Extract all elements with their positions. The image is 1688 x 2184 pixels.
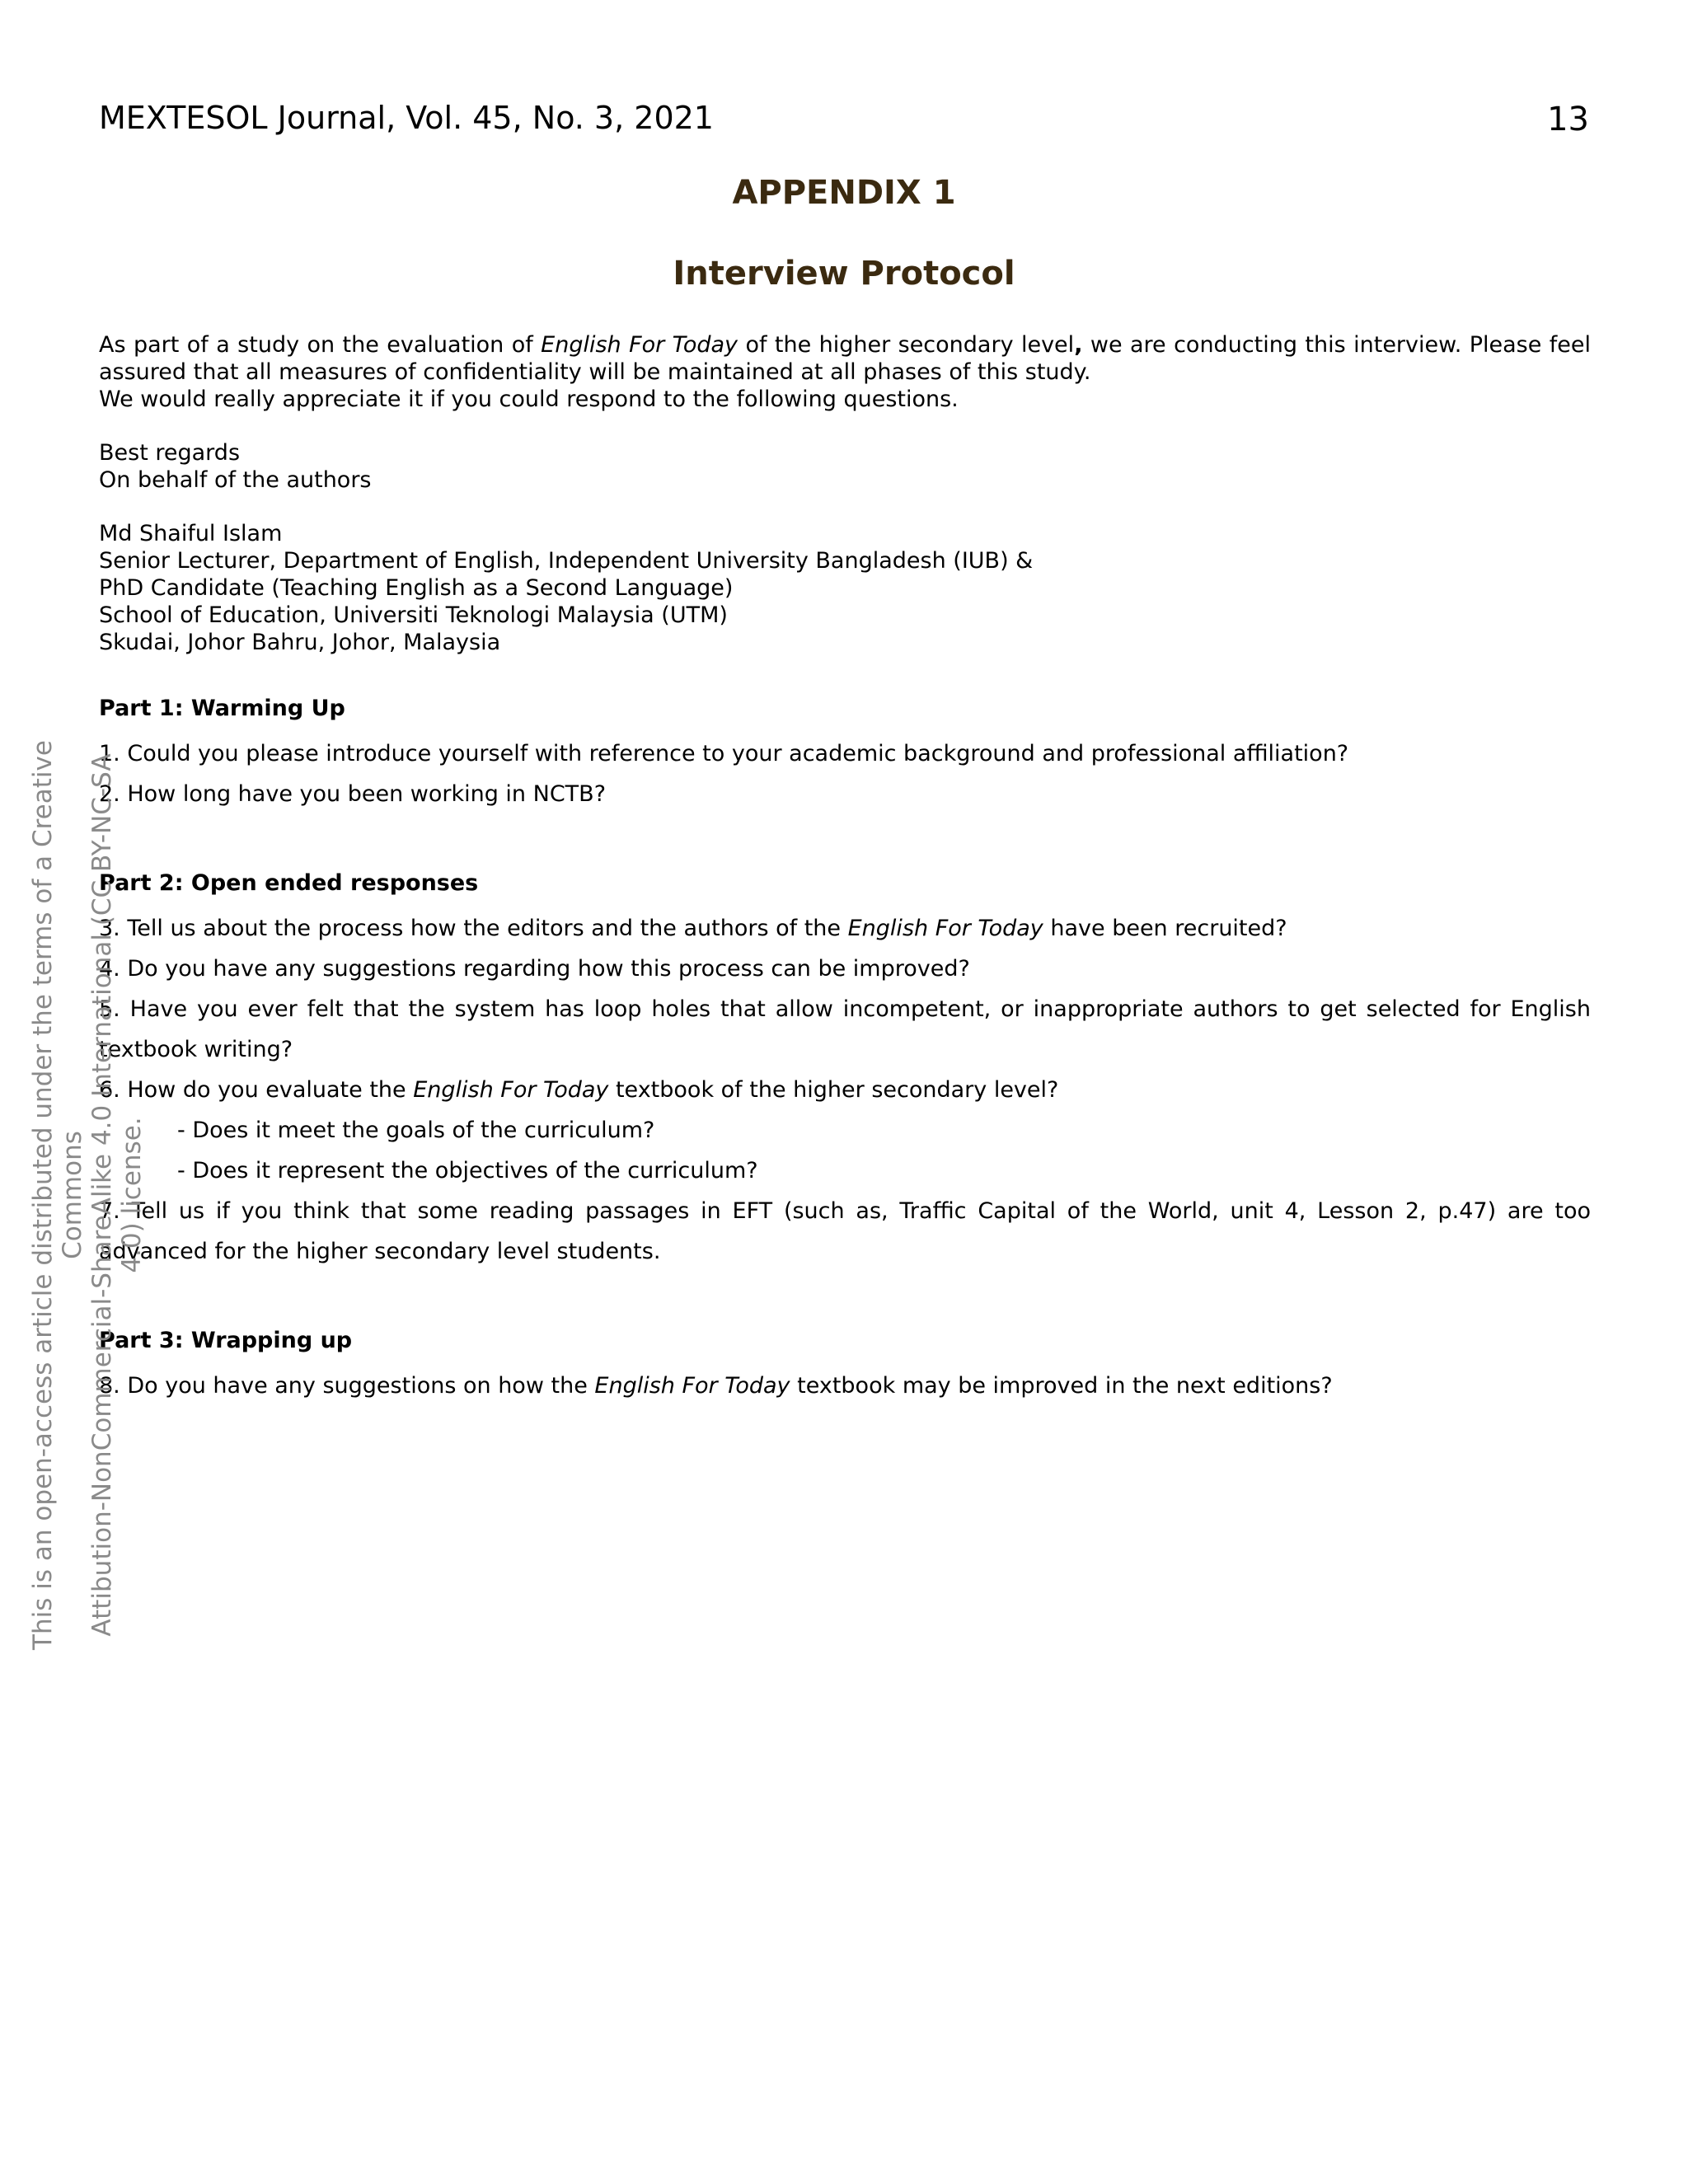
book-title: English For Today (541, 332, 738, 358)
author-affiliation-1: Senior Lecturer, Department of English, Independent University Bangladesh (IUB) & (99, 548, 1034, 574)
question-3 (99, 908, 1591, 949)
book-title: English For Today (413, 1077, 609, 1103)
question-text: 8. Do you have any suggestions on how the (99, 1373, 595, 1399)
spacer (99, 1272, 1591, 1326)
question-text: textbook of the higher secondary level? (608, 1077, 1059, 1103)
question-text: 6. How do you evaluate the (99, 1077, 414, 1103)
question-6-sub-1: - Does it meet the goals of the curriculum? (177, 1118, 655, 1143)
question-text: 3. Tell us about the process how the editors and the authors of the (99, 916, 848, 941)
intro-request: We would really appreciate it if you could respond to the following questions. (99, 387, 959, 412)
intro-text: of the higher secondary level (738, 332, 1075, 358)
license-sidebar (28, 733, 147, 1657)
question-6-sub-2: - Does it represent the objectives of the curriculum? (177, 1158, 758, 1183)
journal-header: MEXTESOL Journal, Vol. 45, No. 3, 2021 (99, 100, 714, 136)
closing-behalf: On behalf of the authors (99, 467, 372, 493)
question-5: 5. Have you ever felt that the system has loop holes that allow incompetent, or inappropriate authors to get selected for English textbook writing? (99, 996, 1591, 1062)
question-4: 4. Do you have any suggestions regarding how this process can be improved? (99, 956, 970, 982)
intro-comma: , (1074, 332, 1083, 358)
closing-regards: Best regards (99, 440, 241, 466)
author-affiliation-4: Skudai, Johor Bahru, Johor, Malaysia (99, 630, 501, 655)
spacer (99, 656, 1591, 694)
part3-heading: Part 3: Wrapping up (99, 1328, 353, 1353)
document-body (99, 331, 1591, 1406)
question-1: 1. Could you please introduce yourself with reference to your academic background and professional affiliation? (99, 741, 1349, 766)
question-7: 7. Tell us if you think that some reading passages in EFT (such as, Traffic Capital of the World, unit 4, Lesson 2, p.47) are too advanced for the higher secondary level students. (99, 1198, 1591, 1264)
author-affiliation-2: PhD Candidate (Teaching English as a Second Language) (99, 575, 734, 601)
book-title: English For Today (847, 916, 1043, 941)
intro-text: we are conducting this interview. Please feel assured that all measures of confidentiality will be maintained at all phases of this study. (99, 332, 1592, 385)
protocol-title: Interview Protocol (673, 255, 1015, 293)
book-title: English For Today (594, 1373, 790, 1399)
question-text: textbook may be improved in the next editions? (790, 1373, 1333, 1399)
part1-heading: Part 1: Warming Up (99, 696, 345, 721)
page-number: 13 (1547, 101, 1589, 138)
spacer (99, 814, 1591, 869)
part2-heading: Part 2: Open ended responses (99, 870, 479, 896)
spacer (99, 494, 1591, 520)
question-8 (99, 1366, 1591, 1406)
author-affiliation-3: School of Education, Universiti Teknologi Malaysia (UTM) (99, 602, 728, 628)
spacer (99, 413, 1591, 439)
license-line-2: Attibution-NonCommercial-ShareAlike 4.0 International (CC BY-NC-SA 4.0) license. (87, 753, 147, 1637)
intro-paragraph (99, 331, 1591, 386)
appendix-title: APPENDIX 1 (732, 174, 956, 212)
question-6 (99, 1070, 1591, 1110)
author-name: Md Shaiful Islam (99, 521, 283, 546)
license-line-1: This is an open-access article distributed under the terms of a Creative Commons (28, 740, 87, 1650)
question-text: have been recruited? (1043, 916, 1287, 941)
question-2: 2. How long have you been working in NCTB? (99, 781, 607, 807)
intro-text: As part of a study on the evaluation of (99, 332, 542, 358)
